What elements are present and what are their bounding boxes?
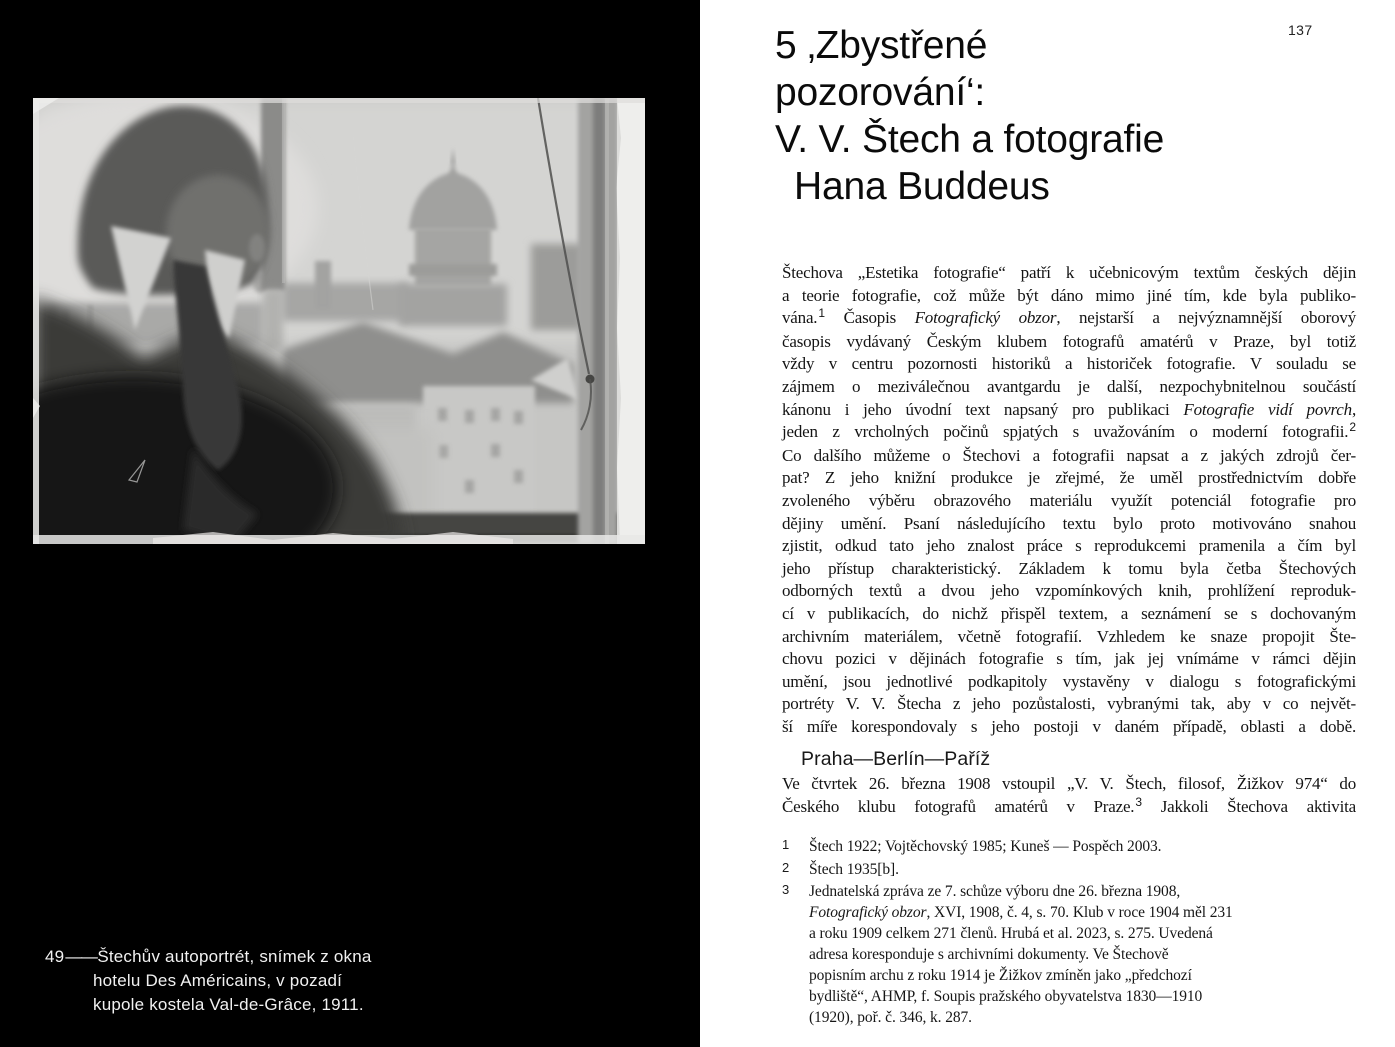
text-line: a roku 1909 celkem 271 členů. Hrubá et al. 2023, s. 275. Uvedená <box>809 925 1213 942</box>
paragraph-1 <box>782 262 1356 738</box>
caption-text: Štechův autoportrét, snímek z okna <box>97 947 372 966</box>
text-line: zvoleného výběru obrazového materiálu využít potenciál fotografie pro <box>782 490 1356 510</box>
chapter-title <box>775 22 1164 210</box>
text-line: bydliště“, AHMP, f. Soupis pražského obyvatelstva 1830—1910 <box>809 988 1203 1005</box>
text-line: Ve čtvrtek 26. března 1908 vstoupil „V. V. Štech, filosof, Žižkov 974“ do <box>782 774 1356 794</box>
text-line: kánonu i jeho úvodní text napsaný pro publikaci Fotografie vidí povrch, <box>782 399 1356 419</box>
text-line: vždy v centru pozornosti historiků a historiček fotografie. V souladu se <box>782 354 1356 374</box>
footnote-marker: 1 <box>818 306 826 321</box>
body-text <box>782 262 1356 820</box>
text-line: jeden z vrcholných počinů spjatých s uvažováním o moderní fotografii.$^2$ <box>782 420 1356 442</box>
text-line: portréty V. V. Štecha z jeho pozůstalosti, vybranými tak, aby v co největ- <box>782 694 1356 714</box>
footnote-number: 2 <box>782 859 790 875</box>
footnote-text <box>809 836 1161 857</box>
footnote-number: 3 <box>782 882 790 897</box>
text-line: časopis vydávaný Českým klubem fotografů amatérů v Praze, byl totiž <box>782 331 1356 351</box>
text-line: odborných textů a dvou jeho vzpomínkových knih, prohlížení reproduk- <box>782 581 1356 601</box>
text-line: umění, jsou jednotlivé podkapitoly vystavěny v dialogu s fotografickými <box>782 671 1356 691</box>
text-line: popisním archu z roku 1914 je Žižkov zmíněn jako „předchozí <box>809 967 1192 984</box>
caption-line-1 <box>45 945 372 969</box>
footnote-1 <box>782 836 1344 857</box>
title-line-1: 5 ‚Zbystřené <box>775 24 988 67</box>
footnote-2 <box>782 859 1344 880</box>
text-line: a teorie fotografie, což může být dáno mimo jiné tím, kde byla publiko- <box>782 285 1356 305</box>
self-portrait-photograph <box>33 98 645 544</box>
section-subheading: Praha—Berlín—Paříž <box>801 748 991 771</box>
text-line: vána.$^1$ Časopis Fotografický obzor, nejstarší a nejvýznamnější oborový <box>782 306 1356 328</box>
footnote-number: 1 <box>782 837 790 852</box>
caption-line-3: kupole kostela Val-de-Grâce, 1911. <box>93 995 364 1014</box>
figure-caption <box>45 945 372 1017</box>
text-line: zjistit, odkud tato jeho znalost práce s reprodukcemi pramenila a čím byl <box>782 536 1356 556</box>
text-line: jeho přístup charakteristický. Základem k tomu byla četba Štechových <box>782 558 1356 578</box>
title-line-2: pozorování‘: <box>775 71 986 114</box>
footnote-3 <box>782 881 1344 1028</box>
text-line: adresa koresponduje s archivními dokumenty. Ve Štechově <box>809 946 1169 963</box>
text-line: Jednatelská zpráva ze 7. schůze výboru dne 26. března 1908, <box>809 883 1181 900</box>
text-line: cí v publikacích, do nichž přispěl textem, a seznámení se s dochovaným <box>782 603 1356 623</box>
photo <box>33 98 645 544</box>
text-line: (1920), poř. č. 346, k. 287. <box>809 1009 972 1026</box>
caption-line-2: hotelu Des Américains, v pozadí <box>93 971 343 990</box>
footnote-marker: 3 <box>1135 795 1143 810</box>
text-line: Fotografický obzor, XVI, 1908, č. 4, s. 70. Klub v roce 1904 měl 231 <box>809 904 1233 921</box>
footnote-text <box>809 881 1233 1028</box>
text-line: Českého klubu fotografů amatérů v Praze.$^3$ Jakkoli Štechova aktivita <box>782 795 1356 817</box>
footnote-text <box>809 859 899 880</box>
author-name: Hana Buddeus <box>794 165 1050 208</box>
footnotes <box>782 836 1344 1030</box>
paragraph-2 <box>782 773 1356 819</box>
text-line: Štechova „Estetika fotografie“ patří k učebnicovým textům českých dějin <box>782 263 1356 282</box>
text-line: dějiny umění. Psaní následujícího textu bylo proto motivováno snahou <box>782 513 1356 533</box>
text-line: Štech 1935[b]. <box>809 860 899 878</box>
figure-number: 49 <box>45 947 65 966</box>
text-line: chovu pozici v dějinách fotografie s tím, jak jej vnímáme v rámci dějin <box>782 649 1356 669</box>
text-line: Co dalšího můžeme o Štechovi a fotografii napsat a z jakých zdrojů čer- <box>782 445 1356 465</box>
text-line: Štech 1922; Vojtěchovský 1985; Kuneš — Pospěch 2003. <box>809 838 1162 855</box>
text-line: pat? Z jeho knižní produkce je zřejmé, že uměl prostřednictvím dobře <box>782 468 1356 488</box>
text-line: archivním materiálem, včetně fotografií. Vzhledem ke snaze propojit Šte- <box>782 626 1356 646</box>
text-line: ší míře korespondovaly s jeho postoji v daném případě, oblasti a době. <box>782 716 1356 736</box>
title-line-3: V. V. Štech a fotografie <box>775 118 1165 161</box>
footnote-marker: 2 <box>1349 420 1356 435</box>
page-number: 137 <box>1288 22 1313 38</box>
text-line: zájmem o meziválečnou avantgardu je další, nezpochybnitelnou součástí <box>782 376 1356 396</box>
right-page <box>700 0 1395 1047</box>
caption-dash: —— <box>65 947 97 966</box>
